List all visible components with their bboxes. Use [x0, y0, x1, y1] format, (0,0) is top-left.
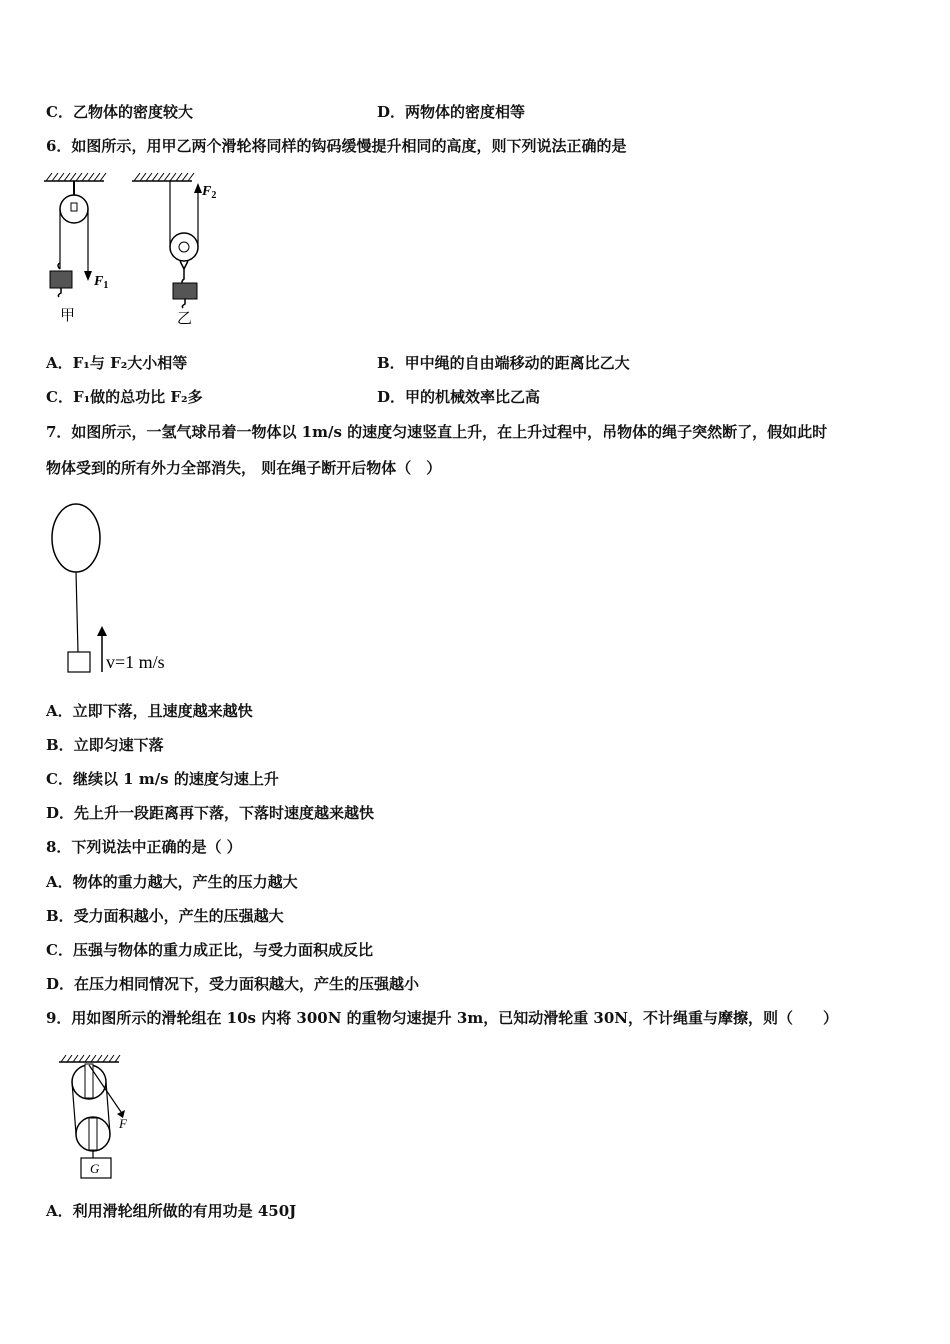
velocity-label: v=1 m/s — [106, 652, 165, 672]
q6-option-d: D．甲的机械效率比乙高 — [377, 388, 541, 406]
fixed-pulley — [60, 181, 92, 281]
q5-option-c: C．乙物体的密度较大 — [46, 103, 193, 121]
q7-option-b: B．立即匀速下落 — [46, 736, 164, 754]
hanging-object — [68, 652, 90, 672]
q5-option-d: D．两物体的密度相等 — [377, 103, 526, 121]
force-label: F — [119, 1116, 127, 1131]
q8-option-c: C．压强与物体的重力成正比，与受力面积成反比 — [46, 941, 373, 959]
f2-label: $F_2$ — [202, 184, 217, 201]
q7-option-c: C．继续以 1 m/s 的速度匀速上升 — [46, 770, 279, 788]
q9-pulley-block-figure — [55, 1052, 165, 1182]
q6-option-a: A．F₁与 F₂大小相等 — [46, 354, 188, 372]
ceiling — [59, 1055, 120, 1062]
balloon — [52, 504, 100, 572]
arrow-head — [97, 626, 107, 636]
ceiling-right — [132, 173, 194, 181]
f1-label: $F_1$ — [94, 274, 109, 291]
q7-stem-line2: 物体受到的所有外力全部消失， 则在绳子断开后物体（ ） — [46, 459, 442, 477]
q7-stem-line1: 7．如图所示，一氢气球吊着一物体以 1m/s 的速度匀速竖直上升，在上升过程中，吊物体的绳子突然断了，假如此时 — [46, 423, 828, 441]
q7-balloon-figure — [40, 500, 200, 680]
weight-left — [50, 263, 72, 297]
q7-option-a: A．立即下落，且速度越来越快 — [46, 702, 253, 720]
q8-option-d: D．在压力相同情况下，受力面积越大，产生的压强越小 — [46, 975, 420, 993]
q6-option-b: B．甲中绳的自由端移动的距离比乙大 — [377, 354, 630, 372]
weight-label: G — [90, 1161, 100, 1176]
label-yi: 乙 — [177, 311, 193, 327]
q7-option-d: D．先上升一段距离再下落，下落时速度越来越快 — [46, 804, 375, 822]
weight-right — [173, 283, 197, 308]
q6-pulley-figure — [40, 165, 240, 330]
q6-stem: 6．如图所示，用甲乙两个滑轮将同样的钩码缓慢提升相同的高度，则下列说法正确的是 — [46, 137, 627, 155]
q9-stem: 9．用如图所示的滑轮组在 10s 内将 300N 的重物匀速提升 3m，已知动滑轮重 30N，不计绳重与摩擦，则（ ） — [46, 1009, 839, 1027]
q6-option-c: C．F₁做的总功比 F₂多 — [46, 388, 203, 406]
q8-stem: 8．下列说法中正确的是（ ） — [46, 838, 242, 856]
q8-option-b: B．受力面积越小，产生的压强越大 — [46, 907, 284, 925]
movable-pulley — [170, 181, 202, 285]
ceiling-left — [44, 173, 106, 181]
rope — [76, 572, 78, 652]
label-jia: 甲 — [60, 308, 76, 324]
movable-pulley — [76, 1117, 110, 1151]
q9-option-a: A．利用滑轮组所做的有用功是 450J — [46, 1202, 297, 1220]
q8-option-a: A．物体的重力越大，产生的压力越大 — [46, 873, 298, 891]
